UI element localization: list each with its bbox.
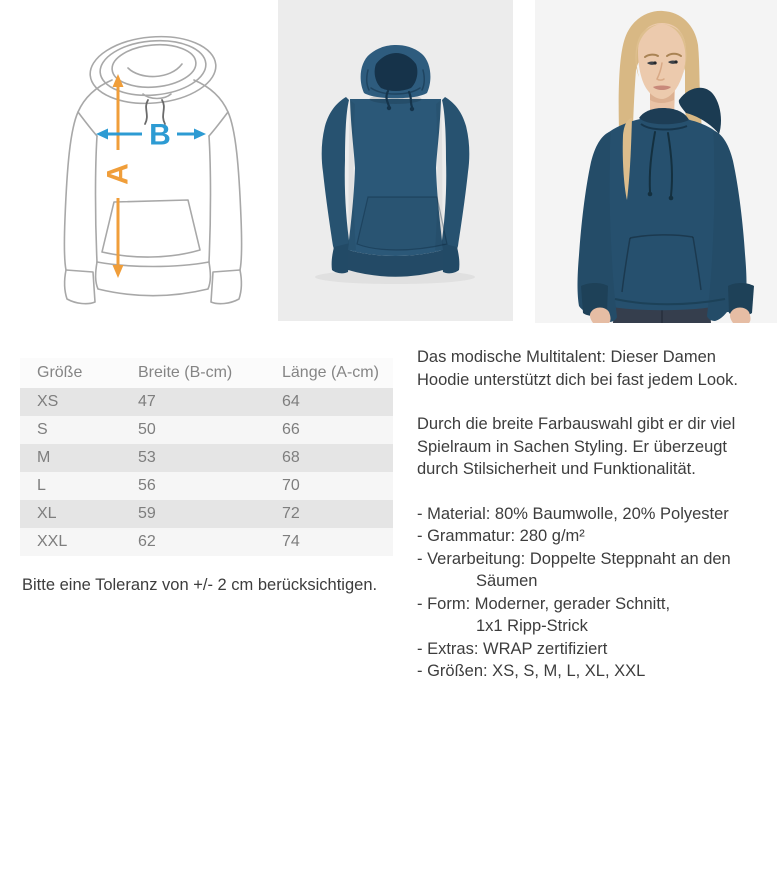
product-photo-flat [278, 0, 513, 321]
tolerance-note: Bitte eine Toleranz von +/- 2 cm berücksichtigen. [22, 576, 378, 594]
width-cell: 53 [138, 449, 156, 466]
col-header-size: Größe [37, 364, 83, 381]
width-arrow-b [96, 119, 206, 152]
width-cell: 62 [138, 533, 156, 550]
model-illustration [535, 0, 777, 323]
col-header-width: Breite (B-cm) [138, 364, 233, 381]
length-cell: 72 [282, 505, 300, 522]
spec-line: - Material: 80% Baumwolle, 20% Polyester [417, 504, 729, 523]
size-cell: S [37, 421, 48, 438]
size-cell: XS [37, 393, 59, 410]
size-row [20, 416, 393, 444]
hoodie-measurement-diagram [40, 18, 270, 310]
size-cell: M [37, 449, 51, 466]
hoodie-line-drawing [40, 18, 270, 310]
length-cell: 74 [282, 533, 300, 550]
width-cell: 50 [138, 421, 156, 438]
size-row [20, 472, 393, 500]
size-row [20, 528, 393, 556]
length-cell: 66 [282, 421, 300, 438]
size-row [20, 388, 393, 416]
width-cell: 56 [138, 477, 156, 494]
product-description [417, 346, 769, 683]
description-line: Durch die breite Farbauswahl gibt er dir viel [417, 415, 736, 433]
width-cell: 47 [138, 393, 156, 410]
spec-line: - Grammatur: 280 g/m² [417, 527, 585, 545]
length-cell: 70 [282, 477, 300, 494]
description-line: Spielraum in Sachen Styling. Er überzeugt [417, 437, 728, 456]
description-line: Das modische Multitalent: Dieser Damen [417, 348, 716, 366]
measurement-label-b: B [149, 118, 171, 152]
spec-line: Säumen [476, 572, 538, 590]
col-header-length: Länge (A-cm) [282, 364, 379, 381]
measurement-label-a: A [101, 163, 135, 185]
length-cell: 68 [282, 449, 300, 466]
spec-line: - Form: Moderner, gerader Schnitt, [417, 594, 671, 613]
size-row [20, 444, 393, 472]
description-line: Hoodie unterstützt dich bei fast jedem Look. [417, 370, 739, 389]
description-intro [417, 346, 769, 391]
description-specs [417, 503, 769, 683]
flat-hoodie-illustration [278, 0, 513, 321]
spec-line: 1x1 Ripp-Strick [476, 617, 588, 635]
size-table [20, 358, 393, 556]
width-cell: 59 [138, 505, 156, 522]
description-styling [417, 413, 769, 481]
size-cell: XXL [37, 533, 68, 550]
product-photo-model [535, 0, 777, 323]
size-cell: XL [37, 505, 57, 522]
length-cell: 64 [282, 393, 300, 410]
size-table-header [20, 358, 393, 388]
size-cell: L [37, 477, 46, 494]
size-row [20, 500, 393, 528]
spec-line: - Extras: WRAP zertifiziert [417, 639, 608, 658]
description-line: durch Stilsicherheit und Funktionalität. [417, 460, 696, 478]
length-arrow-a [102, 74, 135, 278]
spec-line: - Verarbeitung: Doppelte Steppnaht an den [417, 549, 731, 568]
spec-line: - Größen: XS, S, M, L, XL, XXL [417, 662, 646, 680]
